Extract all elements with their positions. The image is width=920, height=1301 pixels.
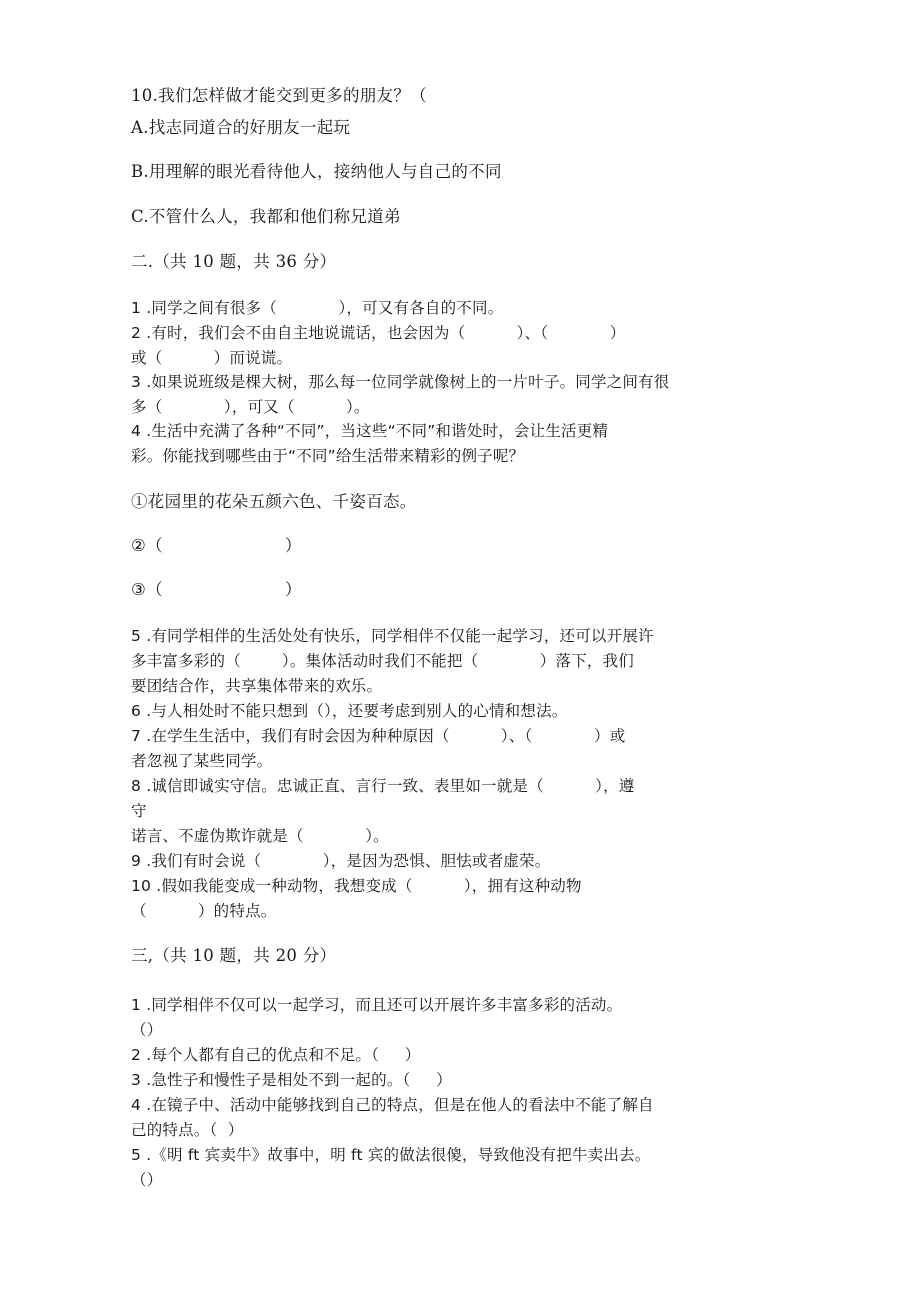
fill-blank-line: 要团结合作，共享集体带来的欢乐。 bbox=[131, 677, 383, 695]
example-item: ③（ ） bbox=[131, 580, 302, 599]
option-c: C.不管什么人，我都和他们称兄道弟 bbox=[131, 207, 401, 226]
question-10-prompt: 10.我们怎样做才能交到更多的朋友？（ bbox=[131, 86, 427, 105]
fill-blank-line: （ ）的特点。 bbox=[131, 902, 277, 920]
fill-blank-line: 5 .有同学相伴的生活处处有快乐，同学相伴不仅能一起学习，还可以开展许 bbox=[131, 627, 654, 645]
section-2-heading: 二.（共 10 题，共 36 分） bbox=[131, 252, 337, 271]
true-false-line: 4 .在镜子中、活动中能够找到自己的特点，但是在他人的看法中不能了解自 bbox=[131, 1096, 654, 1114]
fill-blank-line: 1 .同学之间有很多（ ），可又有各自的不同。 bbox=[131, 299, 504, 317]
fill-blank-line: 7 .在学生生活中，我们有时会因为种种原因（ ）、（ ）或 bbox=[131, 727, 626, 745]
true-false-line: 2 .每个人都有自己的优点和不足。（ ） bbox=[131, 1046, 421, 1064]
fill-blank-line: 或（ ）而说谎。 bbox=[131, 349, 293, 367]
option-b: B.用理解的眼光看待他人，接纳他人与自己的不同 bbox=[131, 162, 502, 181]
fill-blank-line: 4 .生活中充满了各种“不同”，当这些“不同”和谐处时，会让生活更精 bbox=[131, 422, 609, 440]
fill-blank-line: 彩。你能找到哪些由于“不同”给生活带来精彩的例子呢？ bbox=[131, 447, 525, 465]
fill-blank-line: 9 .我们有时会说（ ），是因为恐惧、胆怯或者虚荣。 bbox=[131, 852, 551, 870]
fill-blank-line: 2 .有时，我们会不由自主地说谎话，也会因为（ ）、（ ） bbox=[131, 324, 626, 342]
true-false-line: 1 .同学相伴不仅可以一起学习，而且还可以开展许多丰富多彩的活动。 bbox=[131, 996, 623, 1014]
fill-blank-line: 诺言、不虚伪欺诈就是（ ）。 bbox=[131, 827, 389, 845]
true-false-line: （） bbox=[131, 1171, 163, 1189]
option-a: A.找志同道合的好朋友一起玩 bbox=[131, 118, 351, 137]
true-false-line: 5 .《明 ft 宾卖牛》故事中，明 ft 宾的做法很傻，导致他没有把牛卖出去。 bbox=[131, 1146, 651, 1164]
example-item: ①花园里的花朵五颜六色、千姿百态。 bbox=[131, 492, 417, 511]
example-item: ②（ ） bbox=[131, 536, 302, 555]
true-false-line: （） bbox=[131, 1021, 163, 1039]
fill-blank-line: 6 .与人相处时不能只想到（），还要考虑到别人的心情和想法。 bbox=[131, 702, 568, 720]
fill-blank-line: 多（ ），可又（ ）。 bbox=[131, 398, 370, 416]
section-3-heading: 三,（共 10 题，共 20 分） bbox=[131, 946, 337, 965]
fill-blank-line: 3 .如果说班级是棵大树，那么每一位同学就像树上的一片叶子。同学之间有很 bbox=[131, 373, 670, 391]
fill-blank-line: 10 .假如我能变成一种动物，我想变成（ ），拥有这种动物 bbox=[131, 877, 582, 895]
fill-blank-line: 者忽视了某些同学。 bbox=[131, 752, 273, 770]
fill-blank-line: 8 .诚信即诚实守信。忠诚正直、言行一致、表里如一就是（ ），遵 bbox=[131, 777, 635, 795]
true-false-line: 3 .急性子和慢性子是相处不到一起的。（ ） bbox=[131, 1071, 452, 1089]
fill-blank-line: 守 bbox=[131, 802, 147, 820]
true-false-line: 己的特点。（ ） bbox=[131, 1121, 244, 1139]
fill-blank-line: 多丰富多彩的（ ）。集体活动时我们不能把（ ）落下，我们 bbox=[131, 652, 634, 670]
